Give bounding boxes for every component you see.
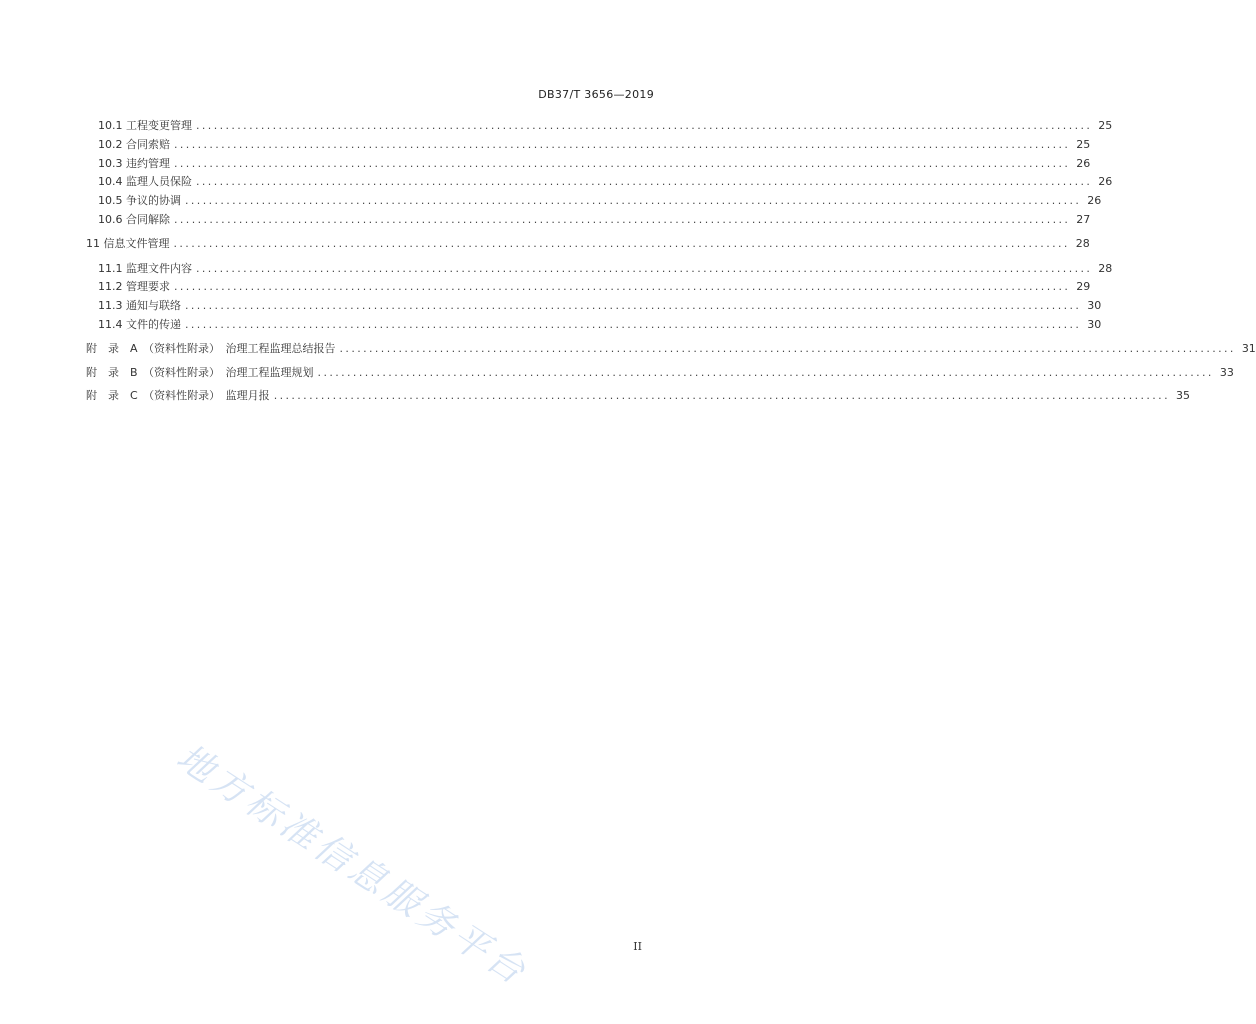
toc-leader-dots: ........................................................................................................................................................ xyxy=(174,138,1071,151)
toc-entry-page: 26 xyxy=(1098,175,1113,188)
toc-entry-title: 10.1 工程变更管理 xyxy=(98,119,192,132)
toc-entry-page: 30 xyxy=(1087,318,1102,331)
toc-entry-title: 11 信息文件管理 xyxy=(86,237,170,250)
toc-leader-dots: ........................................................................................................................................................ xyxy=(196,262,1093,275)
toc-entry-page: 25 xyxy=(1076,138,1091,151)
toc-entry-11-2[interactable] xyxy=(98,279,1091,295)
toc-entry-title: 附 录 B （资料性附录） 治理工程监理规划 xyxy=(86,366,314,379)
toc-entry-appendix-c[interactable] xyxy=(86,388,1190,404)
toc-entry-10-3[interactable] xyxy=(98,156,1091,172)
toc-entry-title: 附 录 A （资料性附录） 治理工程监理总结报告 xyxy=(86,342,336,355)
toc-leader-dots: ........................................................................................................................................................ xyxy=(196,175,1093,188)
toc-entry-appendix-b[interactable] xyxy=(86,365,1234,381)
toc-entry-11-4[interactable] xyxy=(98,317,1102,333)
toc-entry-page: 33 xyxy=(1219,366,1234,379)
toc-entry-title: 11.4 文件的传递 xyxy=(98,318,181,331)
toc-entry-title: 10.3 违约管理 xyxy=(98,157,170,170)
toc-entry-title: 11.3 通知与联络 xyxy=(98,299,181,312)
toc-entry-title: 11.2 管理要求 xyxy=(98,280,170,293)
toc-entry-10-1[interactable] xyxy=(98,118,1113,134)
toc-entry-11-3[interactable] xyxy=(98,298,1102,314)
toc-entry-title: 附 录 C （资料性附录） 监理月报 xyxy=(86,389,270,402)
toc-leader-dots: ........................................................................................................................................................ xyxy=(339,342,1236,355)
watermark: 地方标准信息服务平台 xyxy=(169,736,536,995)
toc-entry-title: 11.1 监理文件内容 xyxy=(98,262,192,275)
toc-entry-appendix-a[interactable] xyxy=(86,341,1256,357)
toc-leader-dots: ........................................................................................................................................................ xyxy=(317,366,1214,379)
toc-entry-title: 10.6 合同解除 xyxy=(98,213,170,226)
toc-leader-dots: ........................................................................................................................................................ xyxy=(174,213,1071,226)
toc-leader-dots: ........................................................................................................................................................ xyxy=(273,389,1170,402)
toc-leader-dots: ........................................................................................................................................................ xyxy=(185,299,1082,312)
toc-entry-page: 27 xyxy=(1076,213,1091,226)
toc-entry-10-2[interactable] xyxy=(98,137,1091,153)
toc-entry-10-5[interactable] xyxy=(98,193,1102,209)
toc-leader-dots: ........................................................................................................................................................ xyxy=(173,237,1070,250)
toc-entry-page: 28 xyxy=(1098,262,1113,275)
toc-entry-page: 26 xyxy=(1087,194,1102,207)
document-code: DB37/T 3656—2019 xyxy=(538,88,654,101)
toc-entry-page: 25 xyxy=(1098,119,1113,132)
toc-entry-title: 10.4 监理人员保险 xyxy=(98,175,192,188)
toc-entry-page: 35 xyxy=(1175,389,1190,402)
toc-leader-dots: ........................................................................................................................................................ xyxy=(174,157,1071,170)
toc-leader-dots: ........................................................................................................................................................ xyxy=(174,280,1071,293)
page-number: II xyxy=(633,940,642,953)
toc-entry-page: 29 xyxy=(1076,280,1091,293)
toc-entry-10-6[interactable] xyxy=(98,212,1091,228)
toc-entry-10-4[interactable] xyxy=(98,174,1113,190)
toc-entry-page: 31 xyxy=(1241,342,1256,355)
toc-entry-page: 28 xyxy=(1075,237,1090,250)
toc-entry-page: 30 xyxy=(1087,299,1102,312)
toc-entry-page: 26 xyxy=(1076,157,1091,170)
toc-leader-dots: ........................................................................................................................................................ xyxy=(185,318,1082,331)
toc-leader-dots: ........................................................................................................................................................ xyxy=(196,119,1093,132)
toc-entry-11-1[interactable] xyxy=(98,261,1113,277)
toc-entry-title: 10.2 合同索赔 xyxy=(98,138,170,151)
toc-leader-dots: ........................................................................................................................................................ xyxy=(185,194,1082,207)
toc-entry-11[interactable] xyxy=(86,236,1090,252)
toc-entry-title: 10.5 争议的协调 xyxy=(98,194,181,207)
